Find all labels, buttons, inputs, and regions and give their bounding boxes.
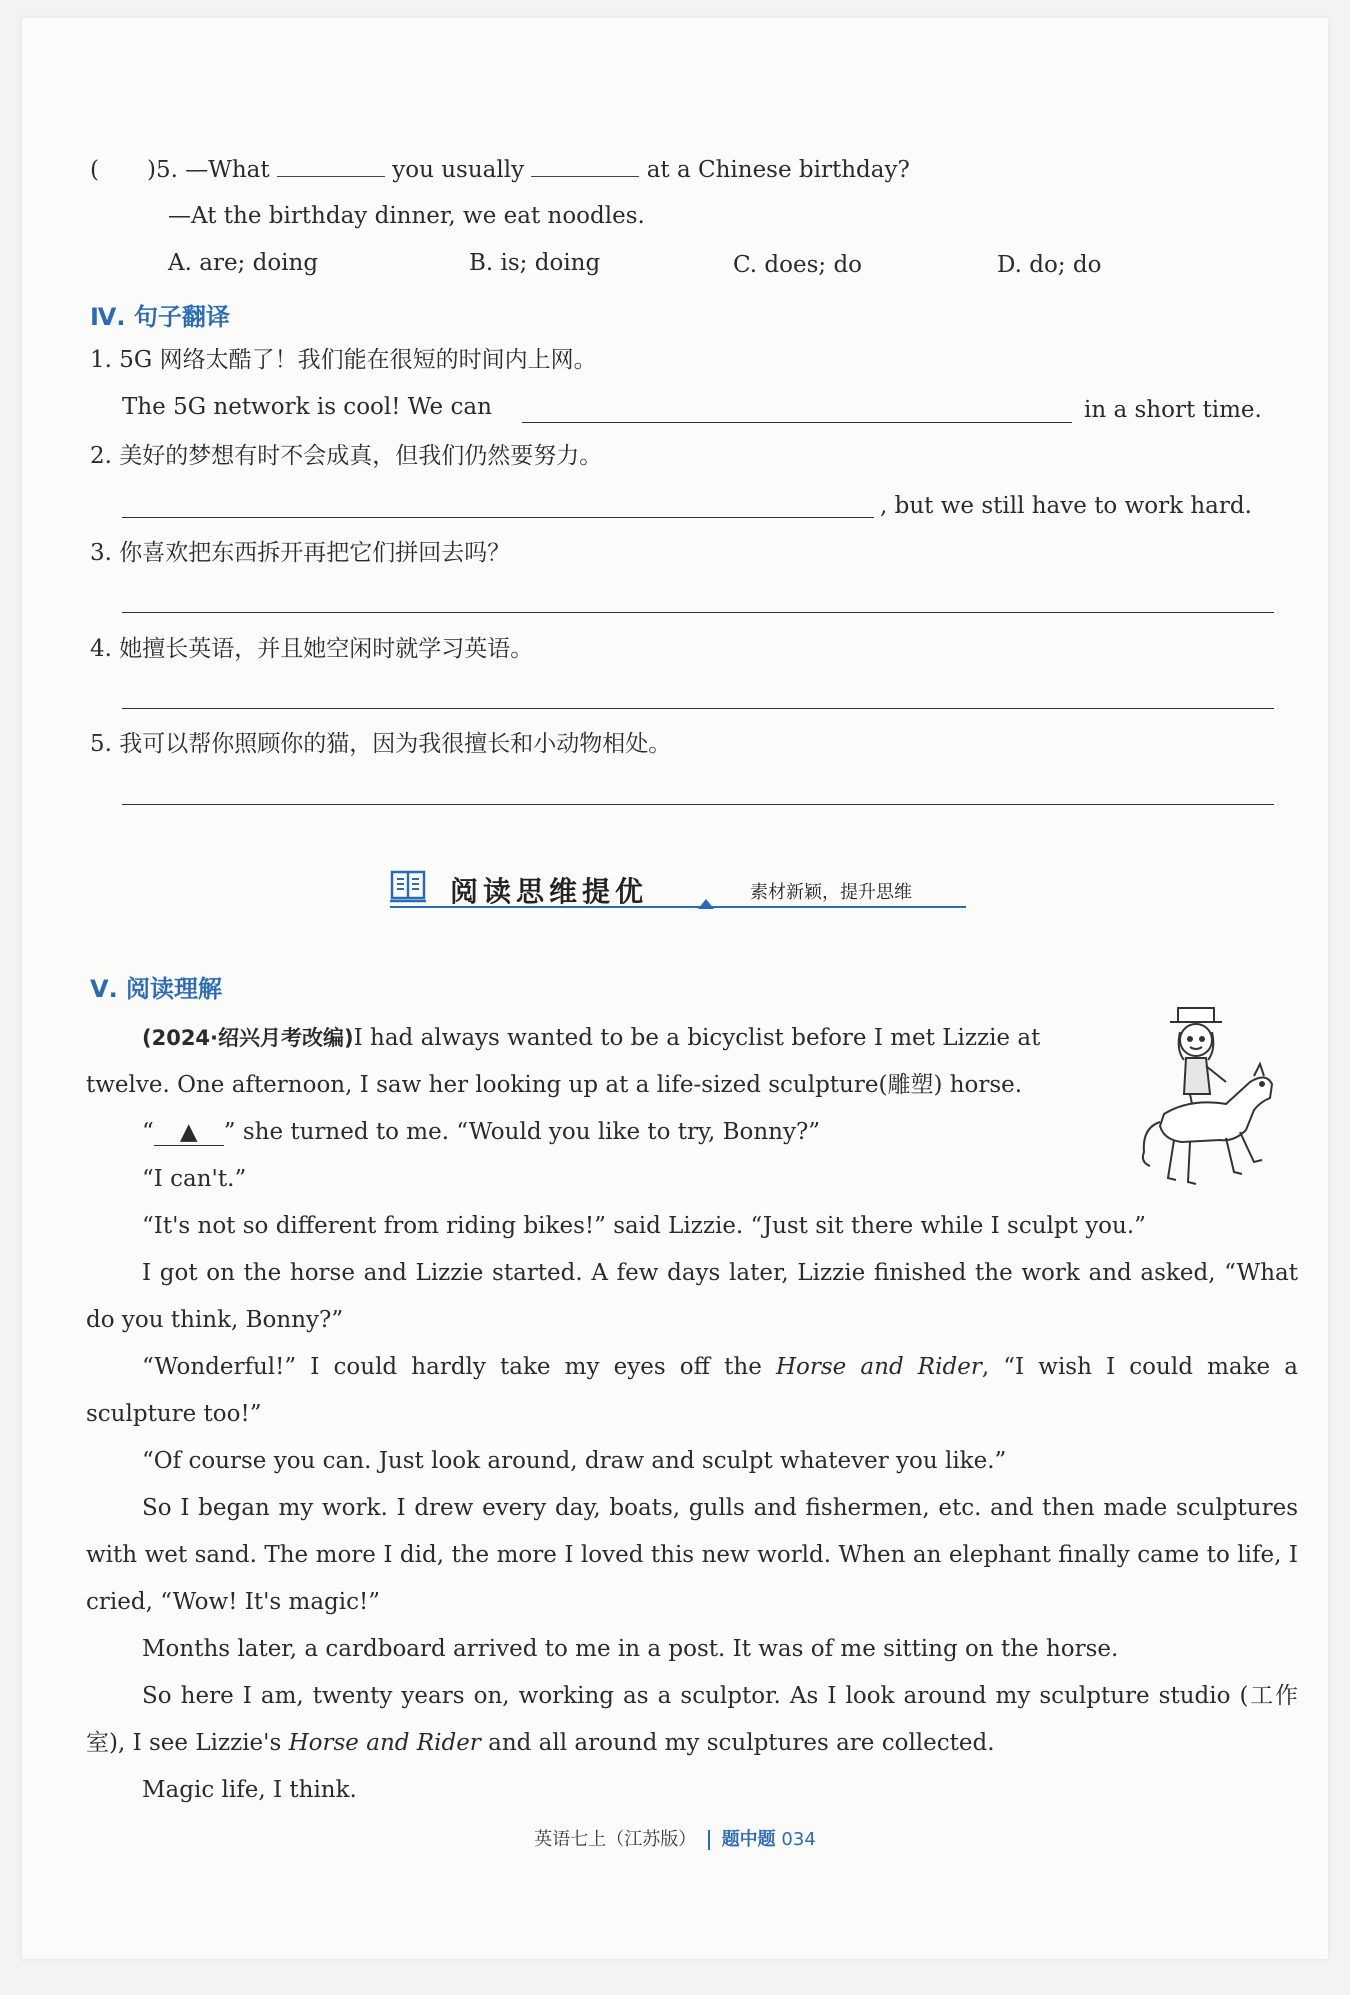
q5-blank-1[interactable]: [277, 154, 385, 177]
translation-1-chinese: 1. 5G 网络太酷了！我们能在很短的时间内上网。: [90, 347, 597, 373]
q5-blank-2[interactable]: [531, 154, 639, 177]
footer-book-title: 英语七上（江苏版）: [534, 1829, 697, 1850]
reading-passage: [86, 1015, 1298, 1814]
q5-option-c[interactable]: C. does; do: [733, 252, 863, 278]
translation-5-chinese: 5. 我可以帮你照顾你的猫，因为我很擅长和小动物相处。: [90, 731, 672, 757]
translation-1-prefix: The 5G network is cool! We can: [122, 394, 492, 420]
passage-paragraph-2: “ ▲ ” she turned to me. “Would you like to try, Bonny?”: [142, 1119, 821, 1145]
translation-1-suffix: in a short time.: [1084, 397, 1262, 423]
passage-paragraph-4: “It's not so different from riding bikes!” said Lizzie. “Just sit there while I sculpt you.”: [142, 1213, 1146, 1239]
translation-4-answer-line[interactable]: [122, 708, 1274, 709]
section-4-title: Ⅳ. 句子翻译: [90, 303, 230, 331]
passage-paragraph-3: “I can't.”: [142, 1166, 247, 1192]
passage-blank[interactable]: [154, 1119, 224, 1146]
q5-question: ( )5. —What you usually at a Chinese birthday?: [90, 154, 910, 185]
passage-paragraph-11: Magic life, I think.: [142, 1777, 357, 1803]
banner-subtitle: 素材新颖，提升思维: [750, 882, 912, 903]
translation-2-suffix: , but we still have to work hard.: [880, 493, 1252, 519]
banner-underline: [390, 906, 966, 908]
translation-1-answer-line[interactable]: [522, 422, 1072, 423]
passage-paragraph-9: Months later, a cardboard arrived to me in a post. It was of me sitting on the horse.: [142, 1636, 1119, 1662]
banner-triangle-icon: [698, 894, 714, 913]
translation-5-answer-line[interactable]: [122, 804, 1274, 805]
banner-title: 阅读思维提优: [450, 875, 649, 908]
q5-option-d[interactable]: D. do; do: [997, 252, 1102, 278]
translation-3-chinese: 3. 你喜欢把东西拆开再把它们拼回去吗？: [90, 540, 511, 566]
q5-answer: —At the birthday dinner, we eat noodles.: [168, 203, 645, 229]
page-footer: [22, 1825, 1328, 1851]
footer-divider: [708, 1830, 710, 1850]
section-5-title: Ⅴ. 阅读理解: [90, 975, 223, 1003]
page-number: 034: [781, 1829, 816, 1850]
q5-option-b[interactable]: B. is; doing: [469, 250, 601, 276]
footer-brand: 题中题: [721, 1829, 776, 1850]
translation-4-chinese: 4. 她擅长英语，并且她空闲时就学习英语。: [90, 636, 534, 662]
open-book-icon: [390, 869, 426, 903]
passage-paragraph-1: (2024·绍兴月考改编)I had always wanted to be a bicyclist before I met Lizzie at: [142, 1025, 1041, 1051]
blank-triangle-icon: ▲: [179, 1119, 198, 1145]
passage-source: (2024·绍兴月考改编): [142, 1026, 354, 1050]
q5-option-a[interactable]: A. are; doing: [168, 250, 319, 276]
passage-paragraph-1-cont: twelve. One afternoon, I saw her looking up at a life-sized sculpture(雕塑) horse.: [86, 1072, 1023, 1098]
passage-paragraph-7: “Of course you can. Just look around, draw and sculpt whatever you like.”: [142, 1448, 1007, 1474]
passage-paragraph-6: “Wonderful!” I could hardly take my eyes off the Horse and Rider, “I wish I could make a sculpture too!”: [86, 1354, 1298, 1427]
translation-3-answer-line[interactable]: [122, 612, 1274, 613]
translation-2-chinese: 2. 美好的梦想有时不会成真，但我们仍然要努力。: [90, 443, 603, 469]
passage-paragraph-10: So here I am, twenty years on, working as a sculptor. As I look around my sculpture studio (工作室), I see Lizzie's Horse and Rider and all around my sculptures are collected.: [86, 1683, 1298, 1756]
passage-paragraph-5: I got on the horse and Lizzie started. A few days later, Lizzie finished the work and asked, “What do you think, Bonny?”: [86, 1260, 1298, 1333]
translation-2-answer-line[interactable]: [122, 517, 874, 518]
passage-paragraph-8: So I began my work. I drew every day, boats, gulls and fishermen, etc. and then made sculptures with wet sand. The more I did, the more I loved this new world. When an elephant finally came to life, I cried, “Wow! It's magic!”: [86, 1495, 1298, 1615]
worksheet-page: [22, 18, 1328, 1959]
